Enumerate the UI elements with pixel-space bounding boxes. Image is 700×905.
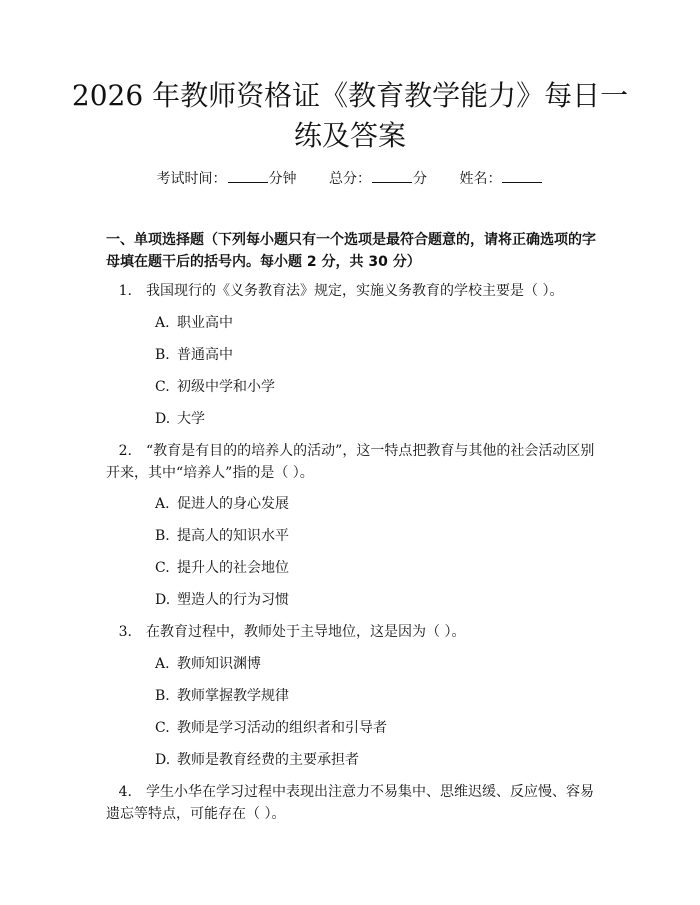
question-number: 1. xyxy=(118,283,132,299)
option-letter: C. xyxy=(155,720,170,736)
exam-meta xyxy=(0,168,700,188)
option-letter: B. xyxy=(155,688,170,704)
option-letter: D. xyxy=(155,411,171,427)
score-blank xyxy=(372,170,412,183)
option-text: 教师掌握教学规律 xyxy=(177,688,289,704)
option-text: 提高人的知识水平 xyxy=(177,528,289,544)
option-letter: B. xyxy=(155,528,170,544)
option-1d xyxy=(155,409,205,429)
question-text: 我国现行的《义务教育法》规定，实施义务教育的学校主要是（ ）。 xyxy=(146,283,564,299)
option-3c xyxy=(155,718,387,738)
question-number: 2. xyxy=(118,443,132,459)
option-text: 教师知识渊博 xyxy=(177,656,261,672)
question-text: 学生小华在学习过程中表现出注意力不易集中、思维迟缓、反应慢、容易遗忘等特点，可能存在（ ）。 xyxy=(106,784,594,822)
option-letter: D. xyxy=(155,752,171,768)
exam-time xyxy=(157,171,297,187)
option-text: 塑造人的行为习惯 xyxy=(177,592,289,608)
option-3b xyxy=(155,686,289,706)
option-letter: C. xyxy=(155,379,170,395)
exam-score xyxy=(329,171,427,187)
option-text: 大学 xyxy=(177,411,205,427)
option-3a xyxy=(155,654,261,674)
option-2b xyxy=(155,526,289,546)
option-letter: D. xyxy=(155,592,171,608)
option-2a xyxy=(155,494,289,514)
section-heading: 一、单项选择题（下列每小题只有一个选项是最符合题意的，请将正确选项的字母填在题干后的括号内。每小题 2 分，共 30 分） xyxy=(106,232,596,270)
option-text: 初级中学和小学 xyxy=(177,379,275,395)
exam-name xyxy=(459,171,543,187)
option-text: 教师是教育经费的主要承担者 xyxy=(177,752,359,768)
option-text: 职业高中 xyxy=(177,315,233,331)
option-letter: A. xyxy=(155,315,170,331)
option-letter: B. xyxy=(155,347,170,363)
question-1 xyxy=(106,280,604,302)
option-text: 普通高中 xyxy=(177,347,233,363)
option-2c xyxy=(155,558,289,578)
question-text: “教育是有目的的培养人的活动”，这一特点把教育与其他的社会活动区别开来，其中“培养人”指的是（ ）。 xyxy=(106,443,595,481)
option-text: 提升人的社会地位 xyxy=(177,560,289,576)
option-letter: A. xyxy=(155,656,170,672)
question-text: 在教育过程中，教师处于主导地位，这是因为（ ）。 xyxy=(146,624,466,640)
time-label: 考试时间： xyxy=(156,171,227,187)
time-blank xyxy=(228,170,268,183)
score-label: 总分： xyxy=(329,171,371,187)
option-1b xyxy=(155,345,233,365)
document-title: 2026 年教师资格证《教育教学能力》每日一练及答案 xyxy=(71,79,629,152)
question-2 xyxy=(106,440,604,484)
option-2d xyxy=(155,590,289,610)
name-label: 姓名： xyxy=(459,171,502,187)
option-letter: A. xyxy=(155,496,170,512)
question-4 xyxy=(106,781,604,825)
option-letter: C. xyxy=(155,560,170,576)
option-text: 促进人的身心发展 xyxy=(177,496,289,512)
question-3 xyxy=(106,621,604,643)
option-1a xyxy=(155,313,233,333)
option-1c xyxy=(155,377,275,397)
question-number: 3. xyxy=(118,624,132,640)
score-unit: 分 xyxy=(413,171,427,187)
option-3d xyxy=(155,750,359,770)
time-unit: 分钟 xyxy=(268,171,297,187)
name-blank xyxy=(502,170,542,183)
question-number: 4. xyxy=(118,784,132,800)
option-text: 教师是学习活动的组织者和引导者 xyxy=(177,720,387,736)
